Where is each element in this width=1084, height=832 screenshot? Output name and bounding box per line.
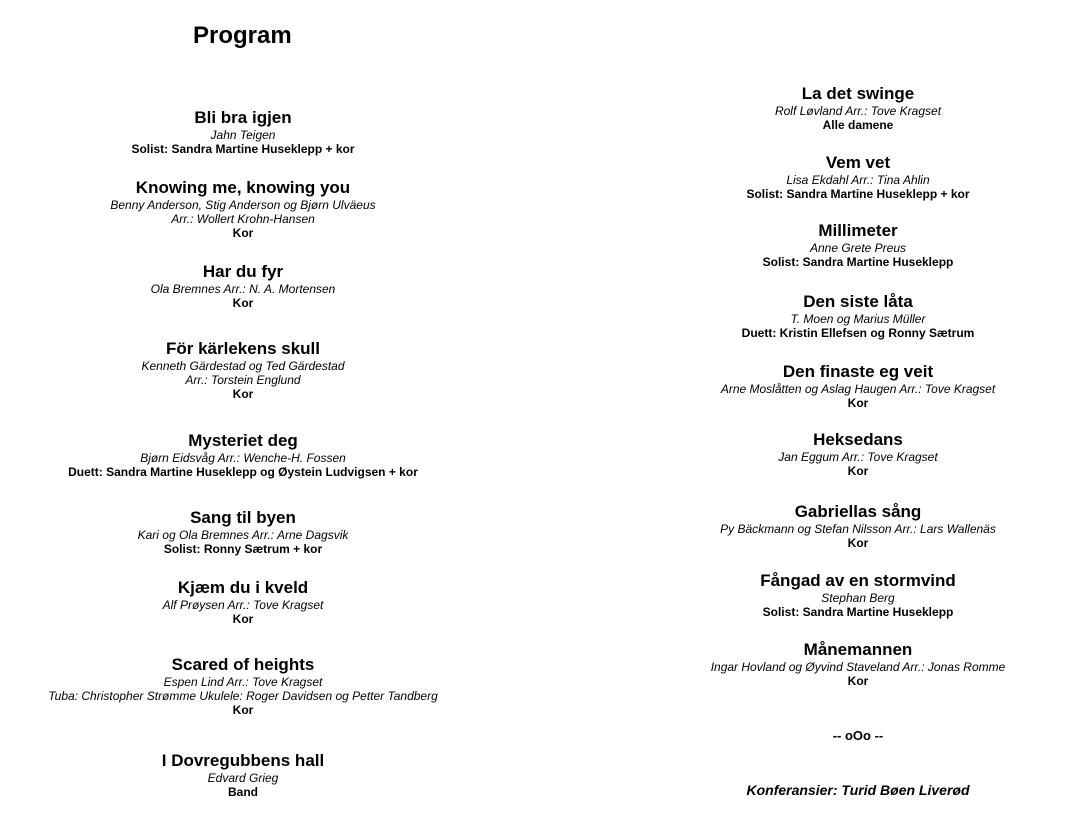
song-title: Månemannen (803, 640, 913, 659)
song-title: För kärlekens skull (165, 339, 321, 358)
song-title: Vem vet (825, 153, 891, 172)
song-credit: Lisa Ekdahl Arr.: Tina Ahlin (786, 173, 930, 187)
program-item (0, 750, 486, 799)
song-performer: Solist: Ronny Sætrum + kor (163, 542, 323, 556)
song-title: Den siste låta (803, 292, 913, 311)
page-title: Program (193, 22, 292, 49)
program-item (0, 577, 486, 626)
song-performer: Duett: Sandra Martine Huseklepp og Øystein Ludvigsen + kor (68, 465, 418, 479)
song-title: Heksedans (813, 430, 903, 449)
song-title: La det swinge (801, 84, 915, 103)
song-title: Sang til byen (190, 508, 296, 527)
song-performer: Kor (232, 387, 254, 401)
host-credit: Konferansier: Turid Bøen Liverød (746, 782, 970, 798)
program-item (620, 639, 1084, 688)
song-credit: Ingar Hovland og Øyvind Staveland Arr.: Jonas Romme (710, 660, 1006, 674)
song-title: Gabriellas sång (794, 502, 922, 521)
song-credit: Edvard Grieg (207, 771, 279, 785)
program-item (620, 570, 1084, 619)
program-item (0, 107, 486, 156)
song-title: Mysteriet deg (188, 431, 298, 450)
song-performer: Solist: Sandra Martine Huseklepp + kor (746, 187, 970, 201)
song-credit: Stephan Berg (821, 591, 895, 605)
program-item (0, 177, 486, 240)
song-credit: Arr.: Wollert Krohn-Hansen (171, 212, 315, 226)
song-performer: Kor (232, 296, 254, 310)
song-credit: Anne Grete Preus (809, 241, 907, 255)
song-performer: Kor (232, 612, 254, 626)
song-credit: Espen Lind Arr.: Tove Kragset (163, 675, 323, 689)
song-performer: Kor (847, 464, 869, 478)
song-title: Kjæm du i kveld (177, 578, 309, 597)
program-item (0, 654, 486, 717)
song-credit: Rolf Løvland Arr.: Tove Kragset (774, 104, 942, 118)
program-item (620, 429, 1084, 478)
song-title: Bli bra igjen (194, 108, 292, 127)
song-performer: Alle damene (822, 118, 894, 132)
program-item (620, 220, 1084, 269)
program-item (620, 152, 1084, 201)
song-credit: Ola Bremnes Arr.: N. A. Mortensen (150, 282, 336, 296)
song-performer: Kor (847, 536, 869, 550)
song-performer: Kor (847, 396, 869, 410)
song-credit: Kenneth Gärdestad og Ted Gärdestad (141, 359, 345, 373)
song-credit: T. Moen og Marius Müller (790, 312, 926, 326)
program-item (620, 291, 1084, 340)
program-item (0, 338, 486, 401)
song-title: Har du fyr (202, 262, 284, 281)
song-performer: Kor (847, 674, 869, 688)
song-credit: Tuba: Christopher Strømme Ukulele: Roger Davidsen og Petter Tandberg (48, 689, 438, 703)
program-item (0, 430, 486, 479)
song-performer: Band (228, 785, 258, 799)
song-credit: Arr.: Torstein Englund (185, 373, 301, 387)
song-performer: Kor (232, 226, 254, 240)
song-title: Millimeter (818, 221, 898, 240)
song-credit: Alf Prøysen Arr.: Tove Kragset (162, 598, 324, 612)
song-performer: Solist: Sandra Martine Huseklepp (762, 255, 954, 269)
song-title: Knowing me, knowing you (135, 178, 351, 197)
program-item (0, 261, 486, 310)
song-credit: Arne Moslåtten og Aslag Haugen Arr.: Tove Kragset (720, 382, 996, 396)
song-credit: Py Bäckmann og Stefan Nilsson Arr.: Lars Wallenäs (720, 522, 996, 536)
song-credit: Bjørn Eidsvåg Arr.: Wenche-H. Fossen (140, 451, 346, 465)
program-item (620, 83, 1084, 132)
section-separator: -- oOo -- (832, 728, 884, 743)
program-item (620, 361, 1084, 410)
program-item (620, 501, 1084, 550)
song-credit: Jahn Teigen (210, 128, 276, 142)
song-title: Fångad av en stormvind (760, 571, 956, 590)
song-performer: Kor (232, 703, 254, 717)
song-credit: Kari og Ola Bremnes Arr.: Arne Dagsvik (137, 528, 349, 542)
song-title: Scared of heights (171, 655, 315, 674)
program-item (0, 507, 486, 556)
song-credit: Jan Eggum Arr.: Tove Kragset (778, 450, 938, 464)
song-title: Den finaste eg veit (782, 362, 934, 381)
song-performer: Duett: Kristin Ellefsen og Ronny Sætrum (741, 326, 975, 340)
song-title: I Dovregubbens hall (161, 751, 325, 770)
song-credit: Benny Anderson, Stig Anderson og Bjørn Ulväeus (110, 198, 376, 212)
song-performer: Solist: Sandra Martine Huseklepp + kor (131, 142, 355, 156)
song-performer: Solist: Sandra Martine Huseklepp (762, 605, 954, 619)
